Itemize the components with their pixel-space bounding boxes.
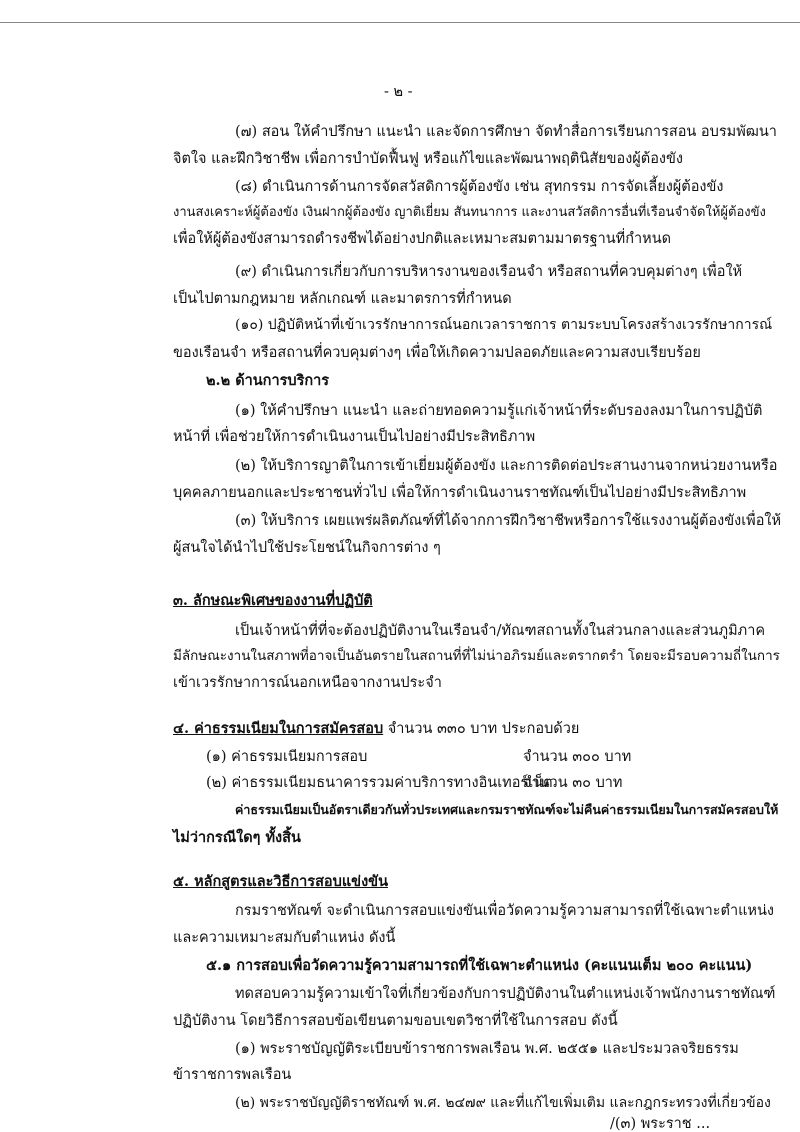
section-4-heading: ๔. ค่าธรรมเนียมในการสมัครสอบ (173, 720, 384, 737)
continuation-marker: /(๓) พระราช ... (610, 1116, 711, 1132)
section-5-1-line-1: ทดสอบความรู้ความเข้าใจที่เกี่ยวข้องกับการปฏิบัติงานในตำแหน่งเจ้าพนักงานราชทัณฑ์ (235, 986, 776, 1002)
section-4-heading-line (173, 722, 579, 737)
item-10-line-1: (๑๐) ปฏิบัติหน้าที่เข้าเวรรักษาการณ์นอกเวลาราชการ ตามระบบโครงสร้างเวรรักษาการณ์ (235, 317, 773, 333)
fee-note-line-2: ไม่ว่ากรณีใดๆ ทั้งสิ้น (173, 829, 301, 846)
item-8-line-2: งานสงเคราะห์ผู้ต้องขัง เงินฝากผู้ต้องขัง ญาติเยี่ยม สันทนาการ และงานสวัสดิการอื่นที่เรือนจำจัดให้ผู้ต้องขัง (173, 205, 766, 220)
section-3-line-1: เป็นเจ้าหน้าที่ที่จะต้องปฏิบัติงานในเรือนจำ/ทัณฑสถานทั้งในส่วนกลางและส่วนภูมิภาค (235, 623, 766, 639)
fee-2-amount: จำนวน ๓๐ บาท (523, 775, 623, 791)
item-8-line-1: (๘) ดำเนินการด้านการจัดสวัสดิการผู้ต้องขัง เช่น สุทกรรม การจัดเลี้ยงผู้ต้องขัง (235, 179, 724, 195)
section-4-heading-tail: จำนวน ๓๓๐ บาท ประกอบด้วย (387, 721, 580, 737)
item-9-line-2: เป็นไปตามกฎหมาย หลักเกณฑ์ และมาตรการที่กำหนด (173, 291, 512, 307)
item-7-line-1: (๗) สอน ให้คำปรึกษา แนะนำ และจัดการศึกษา จัดทำสื่อการเรียนการสอน อบรมพัฒนา (235, 124, 777, 140)
law-1-line-2: ข้าราชการพลเรือน (173, 1067, 292, 1083)
fee-1-label: (๑) ค่าธรรมเนียมการสอบ (206, 749, 368, 765)
fee-1-amount: จำนวน ๓๐๐ บาท (523, 749, 632, 765)
header-rule (0, 22, 800, 23)
law-1-line-1: (๑) พระราชบัญญัติระเบียบข้าราชการพลเรือน พ.ศ. ๒๕๕๑ และประมวลจริยธรรม (235, 1041, 739, 1057)
section-3-line-2: มีลักษณะงานในสภาพที่อาจเป็นอันตรายในสถานที่ที่ไม่น่าอภิรมย์และตรากตรำ โดยจะมีรอบความถี่ในการ (173, 648, 780, 664)
service-3-line-2: ผู้สนใจได้นำไปใช้ประโยชน์ในกิจการต่าง ๆ (173, 540, 441, 556)
item-9-line-1: (๙) ดำเนินการเกี่ยวกับการบริหารงานของเรือนจำ หรือสถานที่ควบคุมต่างๆ เพื่อให้ (235, 264, 743, 280)
service-1-line-2: หน้าที่ เพื่อช่วยให้การดำเนินงานเป็นไปอย่างมีประสิทธิภาพ (173, 429, 536, 445)
item-10-line-2: ของเรือนจำ หรือสถานที่ควบคุมต่างๆ เพื่อให้เกิดความปลอดภัยและความสงบเรียบร้อย (173, 345, 701, 361)
service-3-line-1: (๓) ให้บริการ เผยแพร่ผลิตภัณฑ์ที่ได้จากการฝึกวิชาชีพหรือการใช้แรงงานผู้ต้องขังเพื่อให้ (235, 513, 782, 529)
section-3-line-3: เข้าเวรรักษาการณ์นอกเหนือจากงานประจำ (173, 675, 442, 691)
section-5-line-2: และความเหมาะสมกับตำแหน่ง ดังนี้ (173, 930, 396, 946)
section-5-line-1: กรมราชทัณฑ์ จะดำเนินการสอบแข่งขันเพื่อวัดความรู้ความสามารถที่ใช้เฉพาะตำแหน่ง (235, 903, 774, 919)
page-number: - ๒ - (384, 84, 413, 100)
section-5-1-line-2: ปฏิบัติงาน โดยวิธีการสอบข้อเขียนตามขอบเขตวิชาที่ใช้ในการสอบ ดังนี้ (173, 1013, 618, 1029)
section-2-2-heading: ๒.๒ ด้านการบริการ (206, 372, 330, 389)
law-2-line-1: (๒) พระราชบัญญัติราชทัณฑ์ พ.ศ. ๒๔๗๙ และที่แก้ไขเพิ่มเติม และกฎกระทรวงที่เกี่ยวข้อง (235, 1095, 771, 1111)
service-1-line-1: (๑) ให้คำปรึกษา แนะนำ และถ่ายทอดความรู้แก่เจ้าหน้าที่ระดับรองลงมาในการปฏิบัติ (235, 403, 763, 419)
fee-2-label: (๒) ค่าธรรมเนียมธนาคารรวมค่าบริการทางอินเทอร์เน็ต (206, 775, 553, 791)
item-7-line-2: จิตใจ และฝึกวิชาชีพ เพื่อการบำบัดฟื้นฟู หรือแก้ไขและพัฒนาพฤตินิสัยของผู้ต้องขัง (173, 151, 683, 167)
section-5-1-heading: ๕.๑ การสอบเพื่อวัดความรู้ความสามารถที่ใช้เฉพาะตำแหน่ง (คะแนนเต็ม ๒๐๐ คะแนน) (206, 957, 753, 974)
fee-note-line-1: ค่าธรรมเนียมเป็นอัตราเดียวกันทั่วประเทศและกรมราชทัณฑ์จะไม่คืนค่าธรรมเนียมในการสมัครสอบให้ (235, 802, 779, 817)
section-5-heading: ๕. หลักสูตรและวิธีการสอบแข่งขัน (173, 873, 388, 890)
service-2-line-1: (๒) ให้บริการญาติในการเข้าเยี่ยมผู้ต้องขัง และการติดต่อประสานงานจากหน่วยงานหรือ (235, 458, 778, 474)
service-2-line-2: บุคคลภายนอกและประชาชนทั่วไป เพื่อให้การดำเนินงานราชทัณฑ์เป็นไปอย่างมีประสิทธิภาพ (173, 485, 747, 501)
section-3-heading: ๓. ลักษณะพิเศษของงานที่ปฏิบัติ (173, 592, 373, 609)
item-8-line-3: เพื่อให้ผู้ต้องขังสามารถดำรงชีพได้อย่างปกติและเหมาะสมตามมาตรฐานที่กำหนด (173, 231, 672, 247)
